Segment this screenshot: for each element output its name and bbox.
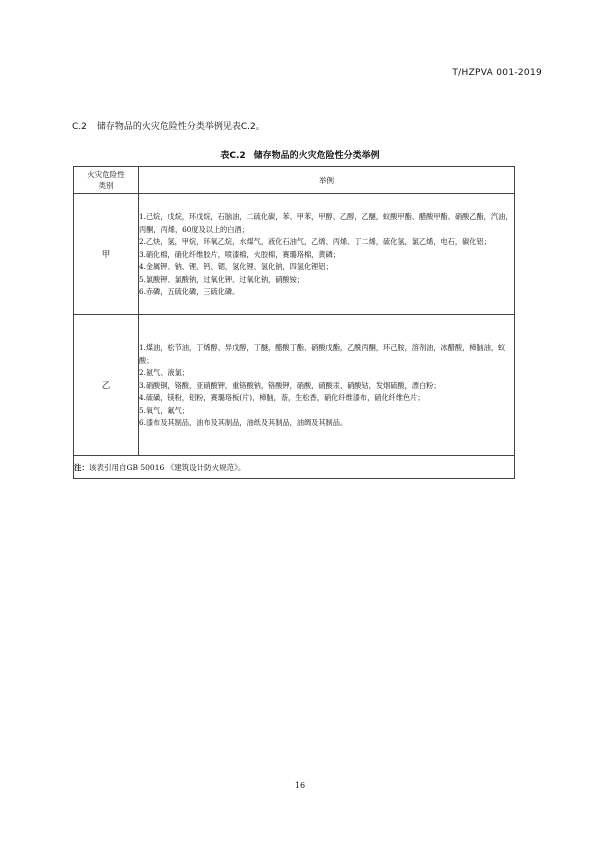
table-title: 储存物品的火灾危险性分类举例	[253, 151, 380, 161]
header-category	[74, 167, 139, 194]
table-row	[74, 315, 515, 456]
category-cell: 乙	[74, 315, 139, 456]
header-examples: 举例	[139, 167, 515, 194]
table-caption	[0, 148, 600, 161]
table-header-row	[74, 167, 515, 194]
table-note-row	[74, 456, 515, 479]
table-row	[74, 194, 515, 315]
table-note	[74, 456, 515, 479]
example-item: 5.氧气，氟气；	[139, 405, 189, 415]
fire-hazard-table	[73, 166, 515, 479]
section-heading	[72, 119, 265, 132]
examples-cell	[139, 194, 515, 315]
example-item: 1.己烷，戊烷，环戊烷，石脑油，二硫化碳，苯、甲苯，甲醇、乙醇，乙醚，蚁酸甲酯、醋酸甲酯、硝酸乙酯，汽油，丙酮，丙烯，60度及以上的白酒；	[139, 211, 513, 234]
example-item: 1.煤油，松节油，丁烯醇、异戊醇，丁醚，醋酸丁酯、硝酸戊酯，乙酰丙酮，环己胺，溶剂油，冰醋酸，樟脑油，蚁酸；	[139, 342, 506, 365]
example-item: 3.硝酸铜，铬酸，亚硝酸钾，重铬酸钠，铬酸钾，硝酸，硝酸汞、硝酸钴，发烟硫酸，漂白粉；	[139, 380, 441, 390]
example-item: 4.金属钾、钠、锂、钙、锶，氢化锂、氢化钠，四氢化锂铝；	[139, 262, 333, 272]
note-text: 该表引用自GB 50016 《建筑设计防火规范》。	[89, 462, 246, 472]
example-item: 3.硝化棉，硝化纤维胶片，喷漆棉，火胶棉，赛璐珞棉，黄磷；	[139, 249, 340, 259]
example-item: 2.氨气、液氯；	[139, 368, 189, 378]
example-item: 4.硫磺，镁粉，铝粉，赛璐珞板(片)，樟脑，萘，生松香，硝化纤维漆布，硝化纤维色片；	[139, 393, 425, 403]
note-label: 注：	[74, 462, 89, 472]
section-number: C.2	[72, 122, 87, 132]
section-text: 储存物品的火灾危险性分类举例见表C.2。	[96, 122, 265, 132]
header-category-line2: 类别	[98, 181, 114, 190]
example-item: 6.赤磷，五硫化磷，三硫化磷。	[139, 287, 240, 297]
example-item: 2.乙炔，氢，甲烷，环氧乙烷，水煤气，液化石油气，乙烯、丙烯、丁二烯，硫化氢，氯乙烯，电石，碳化铝；	[139, 237, 491, 247]
example-item: 6.漆布及其制品，油布及其制品，油纸及其制品，油绸及其制品。	[139, 418, 348, 428]
header-category-line1: 火灾危险性	[87, 170, 125, 179]
document-code: T/HZPVA 001-2019	[452, 68, 542, 78]
table-number: 表C.2	[220, 151, 246, 161]
page-number: 16	[294, 781, 306, 790]
example-item: 5.氯酸钾、氯酸钠，过氧化钾、过氧化钠，硝酸铵；	[139, 274, 304, 284]
category-cell: 甲	[74, 194, 139, 315]
examples-cell	[139, 315, 515, 456]
